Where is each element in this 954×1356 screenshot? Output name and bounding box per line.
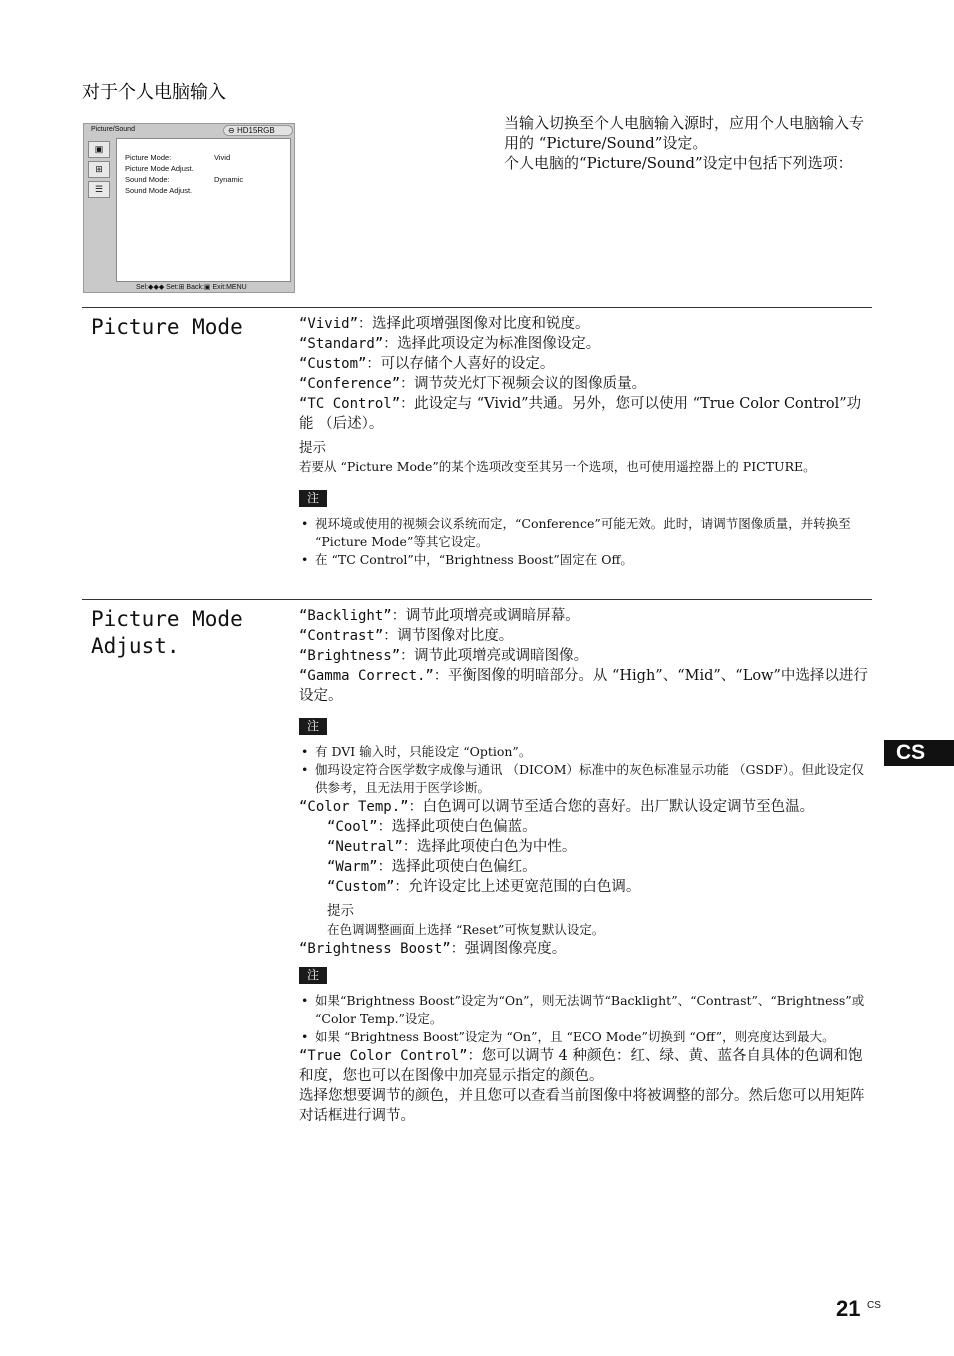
osd-row-value: Vivid <box>214 153 231 162</box>
hint-title: 提示 <box>299 440 326 456</box>
list-item: “Vivid”：选择此项增强图像对比度和锐度。 <box>299 316 590 332</box>
color-temp-options <box>299 817 873 939</box>
list-item: “True Color Control”：您可以调节 4 种颜色：红、绿、黄、蓝各自具体的色调和饱和度，您也可以在图像中加亮显示指定的颜色。 <box>299 1048 863 1084</box>
list-item: • 如果“Brightness Boost”设定为“On”，则无法调节“Backlight”、“Contrast”、“Brightness”或 “Color Temp.”设定。 <box>299 992 873 1028</box>
note-badge: 注 <box>299 718 327 735</box>
page-number: 21 <box>836 1296 861 1321</box>
picture-mode-adjust-title: Picture Mode Adjust. <box>91 607 243 658</box>
list-item: • 有 DVI 输入时，只能设定 “Option”。 <box>299 743 873 761</box>
page-suffix: CS <box>867 1300 881 1311</box>
note-badge: 注 <box>299 490 327 507</box>
osd-row-value: Dynamic <box>214 175 244 184</box>
list-item: “Brightness”：调节此项增亮或调暗图像。 <box>299 648 589 664</box>
osd-panel <box>116 138 291 282</box>
list-item: “Standard”：选择此项设定为标准图像设定。 <box>299 336 601 352</box>
osd-row-label: Picture Mode: <box>125 153 172 162</box>
list-item: “Gamma Correct.”：平衡图像的明暗部分。从 “High”、“Mid”、“Low”中选择以进行设定。 <box>299 668 868 704</box>
list-item: “Conference”：调节荧光灯下视频会议的图像质量。 <box>299 376 647 392</box>
list-item: “TC Control”：此设定与 “Vivid”共通。另外，您可以使用 “True Color Control”功能 （后述）。 <box>299 396 862 432</box>
layout-icon: ⊞ <box>88 161 110 178</box>
list-item: “Brightness Boost”：强调图像亮度。 <box>299 941 567 957</box>
picture-mode-content <box>299 314 873 569</box>
list-item: “Contrast”：调节图像对比度。 <box>299 628 514 644</box>
list-item: “Color Temp.”：白色调可以调节至适合您的喜好。出厂默认设定调节至色温。 <box>299 799 815 815</box>
list-item: “Warm”：选择此项使白色偏红。 <box>327 859 537 875</box>
list-item: “Custom”：可以存储个人喜好的设定。 <box>299 356 555 372</box>
note-list <box>299 743 873 797</box>
picture-mode-adjust-content <box>299 606 873 1126</box>
note-badge: 注 <box>299 967 327 984</box>
osd-title: Picture/Sound <box>91 126 135 133</box>
picture-sound-icon: ▣ <box>88 141 110 158</box>
osd-row-label: Sound Mode Adjust. <box>125 186 193 195</box>
input-icon: ⊖ <box>228 126 235 135</box>
note-list <box>299 515 873 569</box>
intro-text: 当输入切换至个人电脑输入源时，应用个人电脑输入专用的 “Picture/Sound”设定。 个人电脑的“Picture/Sound”设定中包括下列选项： <box>504 114 865 172</box>
list-item: • 如果 “Brightness Boost”设定为 “On”，且 “ECO Mode”切换到 “Off”，则亮度达到最大。 <box>299 1028 873 1046</box>
section-heading: 对于个人电脑输入 <box>82 82 226 103</box>
hint-title: 提示 <box>327 903 354 919</box>
note-list <box>299 992 873 1046</box>
list-item: “Cool”：选择此项使白色偏蓝。 <box>327 819 537 835</box>
osd-row-label: Sound Mode: <box>125 175 170 184</box>
picture-mode-title: Picture Mode <box>91 315 243 339</box>
list-item: “Backlight”：调节此项增亮或调暗屏幕。 <box>299 608 580 624</box>
osd-row-label: Picture Mode Adjust. <box>125 164 194 173</box>
hint-text: 在色调调整画面上选择 “Reset”可恢复默认设定。 <box>327 922 605 937</box>
paragraph: 选择您想要调节的颜色，并且您可以查看当前图像中将被调整的部分。然后您可以用矩阵对话框进行调节。 <box>299 1088 865 1124</box>
hint-text: 若要从 “Picture Mode”的某个选项改变至其另一个选项，也可使用遥控器上的 PICTURE。 <box>299 459 816 474</box>
osd-input-label: ⊖ HD15RGB <box>223 125 293 136</box>
menu-icon: ☰ <box>88 181 110 198</box>
osd-footer: Sel:◆◆◆ Set:⊞ Back:▣ Exit:MENU <box>136 284 247 291</box>
list-item: • 在 “TC Control”中，“Brightness Boost”固定在 Off。 <box>299 551 873 569</box>
divider <box>82 307 872 308</box>
list-item: • 伽玛设定符合医学数字成像与通讯 （DICOM）标准中的灰色标准显示功能 （GSDF）。但此设定仅供参考，且无法用于医学诊断。 <box>299 761 873 797</box>
list-item: • 视环境或使用的视频会议系统而定，“Conference”可能无效。此时，请调节图像质量，并转换至 “Picture Mode”等其它设定。 <box>299 515 873 551</box>
list-item: “Custom”：允许设定比上述更宽范围的白色调。 <box>327 879 641 895</box>
language-tab: CS <box>884 740 954 766</box>
list-item: “Neutral”：选择此项使白色为中性。 <box>327 839 577 855</box>
divider <box>82 599 872 600</box>
osd-menu-screenshot <box>83 123 295 293</box>
